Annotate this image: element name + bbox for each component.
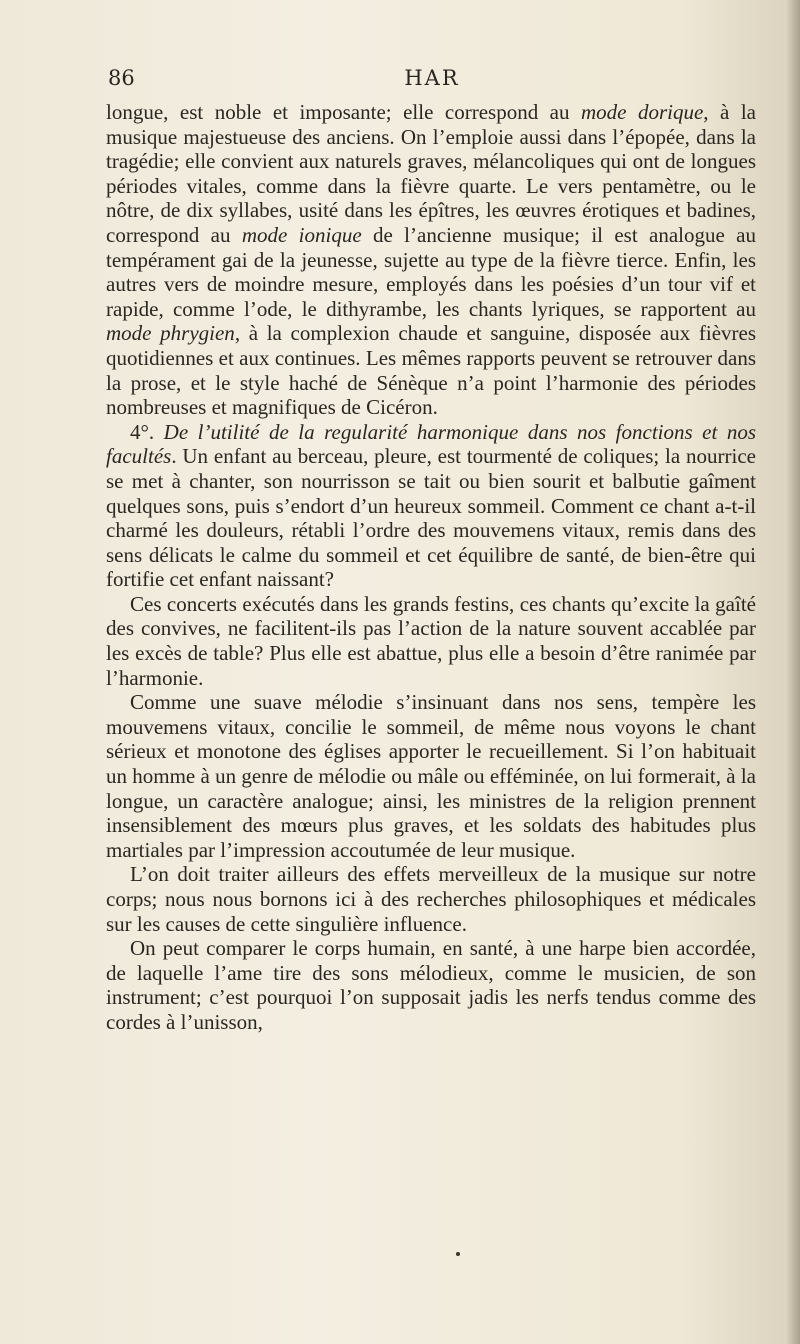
paragraph: [106, 862, 756, 936]
text-run: L’on doit traiter ailleurs des effets merveilleux de la musique sur notre corps; nous nous bornons ici à des recherches philosophiques et médicales sur les causes de cette singulière influence.: [106, 862, 756, 936]
running-head: HAR: [404, 66, 460, 90]
text-run: 4°.: [130, 419, 164, 444]
page-edge-shadow: [786, 0, 800, 1344]
paragraph: [106, 936, 756, 1034]
paragraph: [106, 690, 756, 862]
page-header: [108, 66, 756, 96]
paragraph: [106, 592, 756, 690]
italic-text: mode phrygien: [106, 321, 235, 346]
body-text: [106, 100, 756, 1035]
text-run: On peut comparer le corps humain, en santé, à une harpe bien accordée, de laquelle l’ame tire des sons mélodieux, comme le musicien, de son instrument; c’est pourquoi l’on supposait jadis les nerfs tendus comme des cordes à l’unisson,: [106, 936, 756, 1034]
text-run: , à la musique majestueuse des anciens. On l’emploie aussi dans l’épopée, dans la tragédie; elle convient aux naturels graves, mélancoliques qui ont de longues périodes vitales, comme dans la fièvre quarte. Le vers pentamètre, ou le nôtre, de dix syllabes, usité dans les épîtres, les œuvres érotiques et badines, correspond au: [106, 100, 756, 247]
italic-text: mode ionique: [241, 222, 362, 247]
text-run: , à la complexion chaude et sanguine, disposée aux fièvres quotidiennes et aux continues. Les mêmes rapports peuvent se retrouver dans la prose, et le style haché de Sénèque n’a point l’harmonie des périodes nombreuses et magnifiques de Cicéron.: [106, 321, 756, 420]
text-run: de l’ancienne musique; il est analogue au tempérament gai de la jeunesse, sujette au type de la fièvre tierce. Enfin, les autres vers de moindre mesure, employés dans les poésies d’un tour vif et rapide, comme l’ode, le dithyrambe, les chants lyriques, se rapportent au: [106, 222, 756, 321]
italic-text: De l’utilité de la regularité harmonique dans nos fonctions et nos facultés: [106, 419, 756, 469]
paragraph: [106, 100, 756, 420]
text-run: Comme une suave mélodie s’insinuant dans nos sens, tempère les mouvemens vitaux, concilie le sommeil, de même nous voyons le chant sérieux et monotone des églises apporter le recueillement. Si l’on habituait un homme à un genre de mélodie ou mâle ou efféminée, on lui formerait, à la longue, un caractère analogue; ainsi, les ministres de la religion prennent insensiblement des mœurs plus graves, et les soldats des habitudes plus martiales par l’impression accoutumée de leur musique.: [106, 690, 756, 862]
italic-text: mode dorique: [580, 100, 704, 124]
ink-dot: [456, 1252, 460, 1256]
page-number: 86: [108, 66, 135, 90]
text-run: . Un enfant au berceau, pleure, est tourmenté de coliques; la nourrice se met à chanter, son nourrisson se tait ou bien sourit et balbutie gaîment quelques sons, puis s’endort d’un heureux sommeil. Comment ce chant a-t-il charmé les douleurs, rétabli l’ordre des mouvemens vitaux, remis dans des sens délicats le calme du sommeil et cet équilibre de santé, de bien-être qui fortifie cet enfant naissant?: [106, 444, 756, 592]
paragraph: [106, 420, 756, 592]
text-run: Ces concerts exécutés dans les grands festins, ces chants qu’excite la gaîté des convives, ne facilitent-ils pas l’action de la nature souvent accablée par les excès de table? Plus elle est abattue, plus elle a besoin d’être ranimée par l’harmonie.: [106, 591, 756, 690]
text-run: longue, est noble et imposante; elle correspond au: [106, 100, 581, 124]
